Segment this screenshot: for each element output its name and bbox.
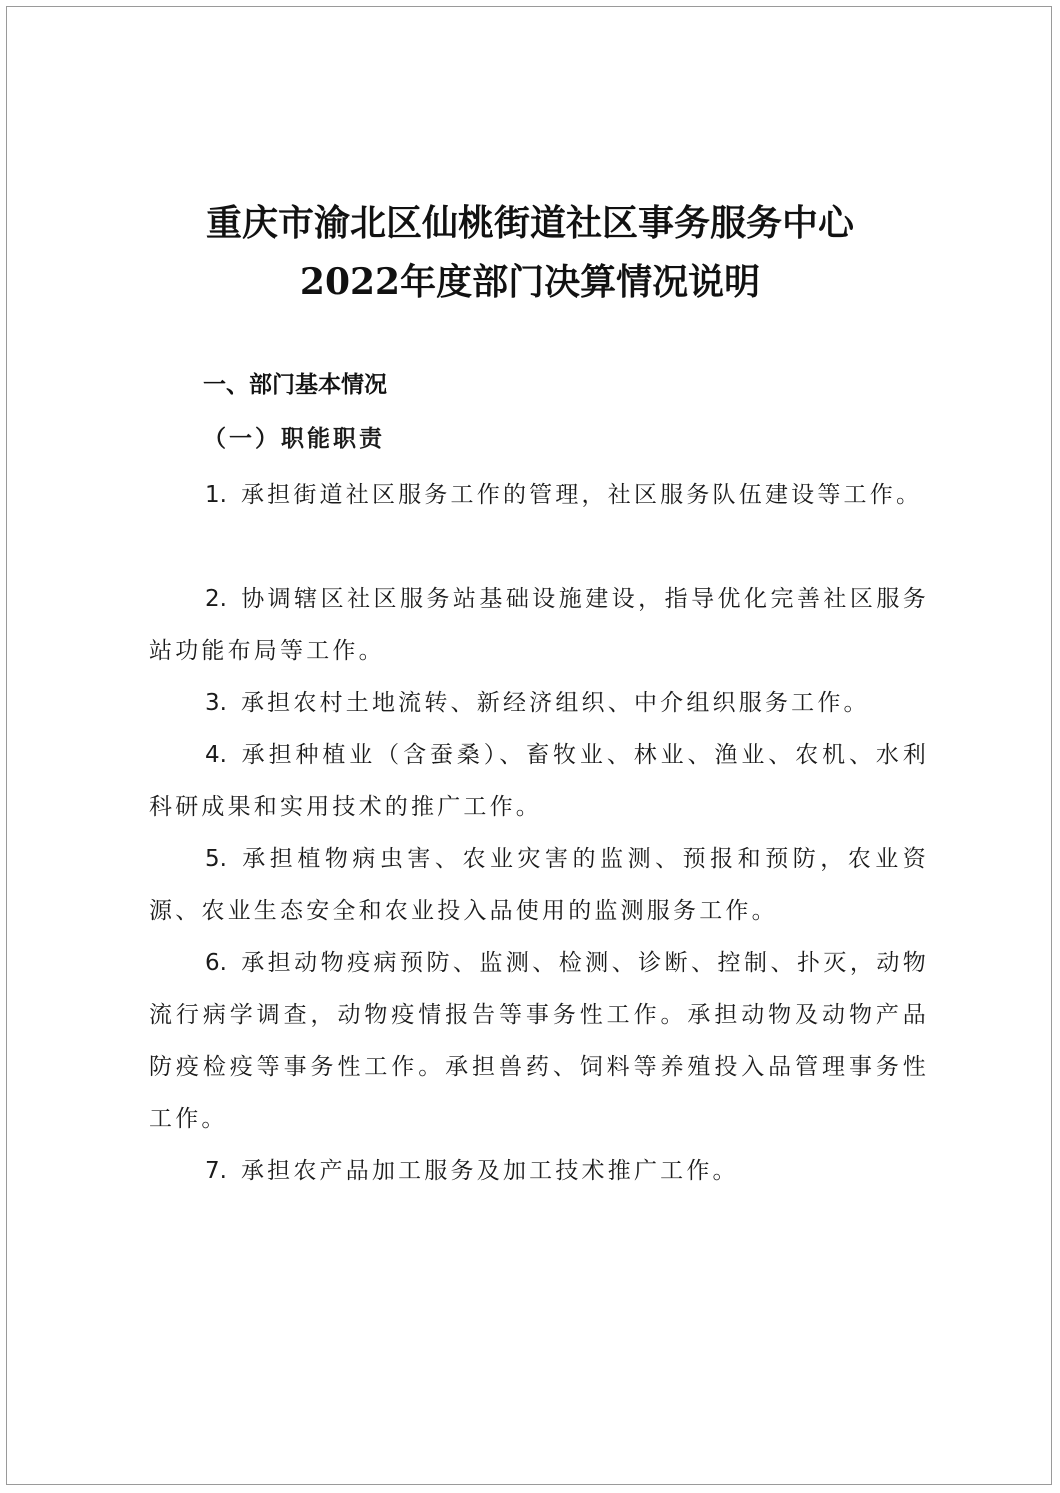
duty-item-number: 1. xyxy=(205,482,227,508)
duty-item-number: 6. xyxy=(205,950,227,976)
duty-item-text: 协调辖区社区服务站基础设施建设，指导优化完善社区服务站功能布局等工作。 xyxy=(149,586,929,664)
section-heading: 一、部门基本情况 xyxy=(203,372,387,398)
duty-item-number: 7. xyxy=(205,1158,227,1184)
duty-item-text: 承担种植业（含蚕桑）、畜牧业、林业、渔业、农机、水利科研成果和实用技术的推广工作。 xyxy=(149,742,929,820)
duty-item-text: 承担农产品加工服务及加工技术推广工作。 xyxy=(240,1158,739,1184)
duty-item-6 xyxy=(149,937,929,1145)
duty-item-5 xyxy=(149,833,929,937)
sub-heading: （一）职能职责 xyxy=(203,426,385,452)
duty-item-number: 4. xyxy=(205,742,227,768)
duty-item-text: 承担动物疫病预防、监测、检测、诊断、控制、扑灭，动物流行病学调查，动物疫情报告等事务性工作。承担动物及动物产品防疫检疫等事务性工作。承担兽药、饲料等养殖投入品管理事务性工作。 xyxy=(149,950,929,1132)
duty-item-text: 承担农村土地流转、新经济组织、中介组织服务工作。 xyxy=(240,690,870,716)
document-title-line-2: 2022年度部门决算情况说明 xyxy=(299,261,761,303)
duty-item-2 xyxy=(149,573,929,677)
duty-item-4 xyxy=(149,729,929,833)
duty-item-7 xyxy=(149,1145,929,1197)
duty-item-text: 承担植物病虫害、农业灾害的监测、预报和预防，农业资源、农业生态安全和农业投入品使用的监测服务工作。 xyxy=(149,846,929,924)
duty-item-number: 5. xyxy=(205,846,227,872)
duty-item-number: 2. xyxy=(205,586,227,612)
duty-item-number: 3. xyxy=(205,690,227,716)
duty-item-3 xyxy=(149,677,929,729)
duty-item-1 xyxy=(149,469,929,521)
document-page xyxy=(6,6,1052,1485)
duty-item-text: 承担街道社区服务工作的管理，社区服务队伍建设等工作。 xyxy=(240,482,923,508)
document-title-line-1: 重庆市渝北区仙桃街道社区事务服务中心 xyxy=(205,202,854,244)
